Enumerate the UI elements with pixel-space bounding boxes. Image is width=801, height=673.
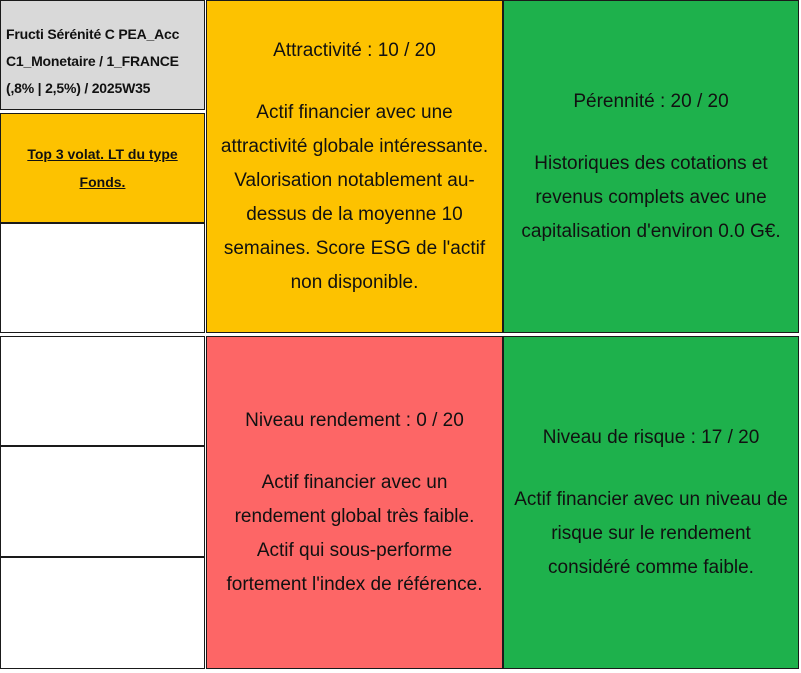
perennite-description: Historiques des cotations et revenus complets avec une capitalisation d'environ 0.0 G€. bbox=[521, 152, 781, 242]
top3-volatility-box[interactable] bbox=[0, 113, 205, 223]
rendement-description: Actif financier avec un rendement global très faible. Actif qui sous-performe fortement l'index de référence. bbox=[226, 471, 483, 595]
rendement-card bbox=[206, 336, 503, 669]
rendement-title: Niveau rendement : 0 / 20 bbox=[245, 409, 464, 431]
perennite-title: Pérennité : 20 / 20 bbox=[573, 90, 729, 112]
empty-cell-1 bbox=[0, 223, 205, 333]
perennite-card bbox=[503, 0, 799, 333]
risque-card bbox=[503, 336, 799, 669]
attractivite-card bbox=[206, 0, 503, 333]
top3-volatility-link[interactable]: Top 3 volat. LT du type Fonds. bbox=[27, 146, 178, 190]
fund-header bbox=[0, 0, 205, 110]
fund-name: Fructi Sérénité C PEA_Acc bbox=[6, 26, 180, 42]
empty-cell-4 bbox=[0, 557, 205, 669]
risque-description: Actif financier avec un niveau de risque sur le rendement considéré comme faible. bbox=[514, 488, 788, 578]
empty-cell-2 bbox=[0, 336, 205, 446]
risque-title: Niveau de risque : 17 / 20 bbox=[542, 426, 760, 448]
attractivite-title: Attractivité : 10 / 20 bbox=[273, 39, 436, 61]
attractivite-description: Actif financier avec une attractivité globale intéressante. Valorisation notablement au-dessus de la moyenne 10 semaines. Score ESG de l'actif non disponible. bbox=[220, 101, 489, 293]
fund-period: (,8% | 2,5%) / 2025W35 bbox=[6, 80, 151, 96]
empty-cell-3 bbox=[0, 446, 205, 557]
fund-category: C1_Monetaire / 1_FRANCE bbox=[6, 53, 179, 69]
